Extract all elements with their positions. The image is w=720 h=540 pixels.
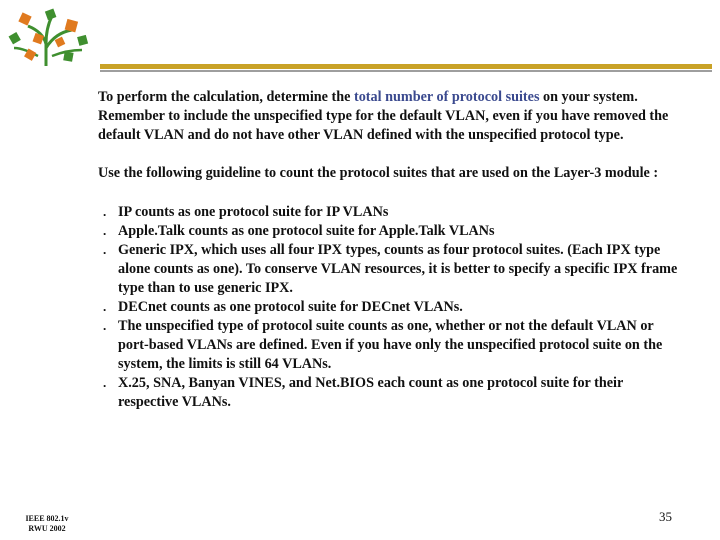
guideline-paragraph: Use the following guideline to count the protocol suites that are used on the Layer-3 module : bbox=[98, 165, 659, 181]
logo bbox=[8, 8, 90, 68]
bullet-marker: . bbox=[103, 299, 107, 314]
protocol-suite-list bbox=[98, 203, 683, 412]
footer bbox=[12, 514, 82, 534]
slide-content bbox=[98, 88, 683, 412]
list-item-text: X.25, SNA, Banyan VINES, and Net.BIOS each count as one protocol suite for their respective VLANs. bbox=[118, 375, 624, 410]
list-item bbox=[98, 222, 683, 241]
intro-paragraph bbox=[98, 88, 683, 145]
list-item-text: Apple.Talk counts as one protocol suite for Apple.Talk VLANs bbox=[118, 223, 495, 239]
list-item bbox=[98, 374, 683, 412]
bullet-marker: . bbox=[103, 242, 107, 257]
title-rule bbox=[100, 64, 712, 73]
list-item bbox=[98, 317, 683, 374]
list-item bbox=[98, 298, 683, 317]
list-item-text: IP counts as one protocol suite for IP VLANs bbox=[118, 204, 389, 220]
list-item bbox=[98, 203, 683, 222]
footer-line-2: RWU 2002 bbox=[28, 524, 66, 533]
list-item bbox=[98, 241, 683, 298]
bullet-marker: . bbox=[103, 375, 107, 390]
title-rule-gold bbox=[100, 64, 712, 69]
intro-text-end: on your system. Remember to include the unspecified type for the default VLAN, even if you have removed the default VLAN and do not have other VLAN defined with the unspecified protocol type. bbox=[98, 89, 669, 143]
list-item-text: The unspecified type of protocol suite counts as one, whether or not the default VLAN or port-based VLANs are defined. Even if you have only the unspecified protocol suite on the system, the limits is still 64 VLANs. bbox=[118, 318, 663, 372]
footer-line-1: IEEE 802.1v bbox=[25, 514, 69, 523]
bullet-marker: . bbox=[103, 318, 107, 333]
list-item-text: DECnet counts as one protocol suite for DECnet VLANs. bbox=[118, 299, 463, 315]
title-rule-gray bbox=[100, 70, 712, 72]
intro-text-start: To perform the calculation, determine the bbox=[98, 89, 354, 105]
intro-highlight: total number of protocol suites bbox=[353, 89, 540, 105]
bullet-marker: . bbox=[103, 204, 107, 219]
bullet-marker: . bbox=[103, 223, 107, 238]
page-number: 35 bbox=[659, 509, 672, 524]
tree-logo-icon bbox=[8, 8, 90, 68]
list-item-text: Generic IPX, which uses all four IPX types, counts as four protocol suites. (Each IPX type alone counts as one). To conserve VLAN resources, it is better to specify a specific IPX frame type than to use generic IPX. bbox=[118, 242, 678, 296]
